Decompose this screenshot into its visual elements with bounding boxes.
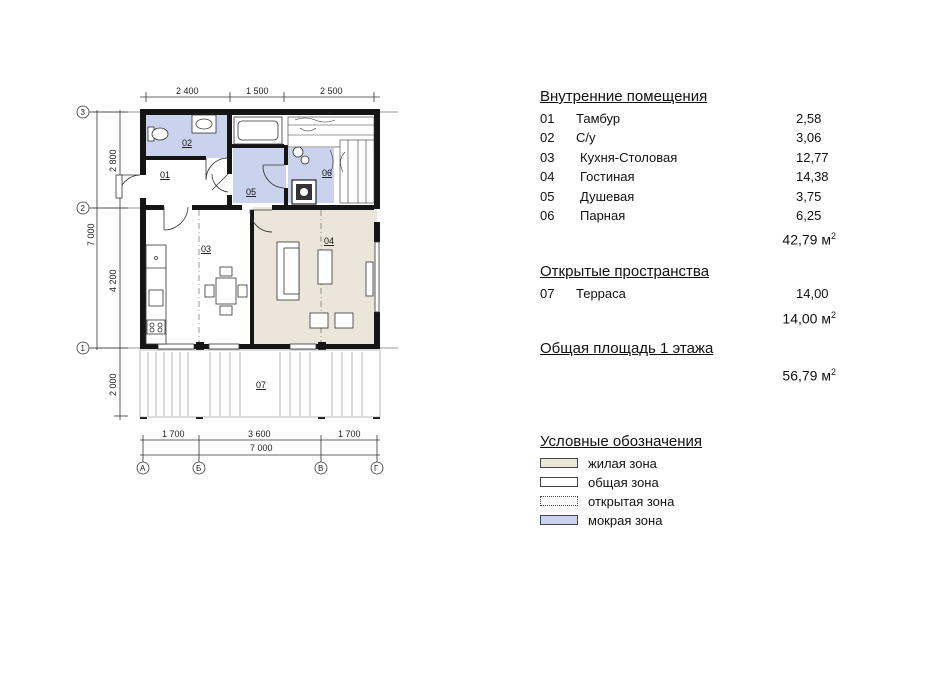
legend-swatch-wet [540, 515, 578, 525]
svg-text:2: 2 [80, 204, 85, 213]
open-spaces-title: Открытые пространства [540, 263, 710, 281]
room-label-03: 03 [201, 244, 212, 254]
washbasin-icon [192, 115, 216, 133]
interior-title: Внутренние помещения [540, 88, 708, 105]
legend-item: мокрая зона [540, 511, 850, 530]
left-dim-1: 2 800 [108, 149, 118, 172]
kitchen-counter [146, 245, 166, 344]
bottom-dim-3: 1 700 [338, 429, 361, 439]
legend [540, 454, 850, 530]
svg-text:А: А [140, 464, 146, 473]
zone-shower-05 [233, 148, 286, 203]
axis-marker-b [193, 462, 205, 474]
room-label-04: 04 [324, 236, 335, 246]
floor-plan [0, 0, 470, 490]
list-item: 02 С/у 3,06 [540, 130, 822, 146]
legend-item: общая зона [540, 473, 850, 492]
bottom-total-dim: 7 000 [250, 443, 273, 453]
legend-swatch-living [540, 458, 578, 468]
sauna-stove-icon [292, 180, 316, 204]
top-dim-3: 2 500 [320, 86, 343, 96]
top-dim-2: 1 500 [246, 86, 269, 96]
left-dim-2: 4 200 [108, 269, 118, 292]
list-item: 04 Гостиная 14,38 [540, 169, 829, 185]
room-label-01: 01 [160, 170, 171, 180]
svg-text:В: В [318, 464, 324, 473]
left-total-dim: 7 000 [86, 223, 96, 246]
svg-text:Г: Г [374, 464, 379, 473]
axis-marker-g [371, 462, 383, 474]
room-label-05: 05 [246, 187, 257, 197]
legend-item: жилая зона [540, 454, 850, 473]
svg-text:1: 1 [80, 344, 85, 353]
toilet-icon [148, 127, 168, 141]
interior-list [540, 109, 850, 225]
list-item: 03 Кухня-Столовая 12,77 [540, 149, 829, 165]
top-dim-1: 2 400 [176, 86, 199, 96]
overall-title: Общая площадь 1 этажа [540, 339, 714, 357]
coffee-table-icon [318, 250, 332, 284]
list-item: 06 Парная 6,25 [540, 207, 822, 223]
tv-icon [366, 262, 373, 296]
axis-marker-2 [77, 202, 140, 214]
list-item: 01 Тамбур 2,58 [540, 111, 822, 126]
list-item: 05 Душевая 3,75 [540, 188, 822, 204]
bathtub-icon [234, 117, 282, 144]
interior-total: 42,79 $м^2$ [782, 231, 836, 248]
left-dim-3: 2 000 [108, 373, 118, 396]
bottom-dim-2: 3 600 [248, 429, 271, 439]
legend-title: Условные обозначения [540, 432, 703, 450]
axis-marker-v [315, 462, 327, 474]
sofa-icon [277, 242, 299, 300]
open-total: 14,00 $м^2$ [782, 309, 836, 327]
list-item: 07 Терраса 14,00 [540, 286, 829, 302]
axis-marker-3 [77, 106, 140, 118]
legend-item: открытая зона [540, 492, 850, 511]
area-info-panel [540, 88, 850, 530]
bottom-dim-1: 1 700 [162, 429, 185, 439]
axis-marker-a [137, 462, 149, 474]
legend-swatch-open [540, 496, 578, 506]
room-label-06: 06 [322, 168, 333, 178]
overall-total: 56,79 $м^2$ [782, 366, 836, 384]
room-label-02: 02 [182, 138, 193, 148]
svg-text:3: 3 [80, 108, 85, 117]
dining-table-icon [205, 267, 247, 315]
svg-text:Б: Б [196, 464, 202, 473]
axis-marker-1 [77, 342, 140, 354]
legend-swatch-common [540, 477, 578, 487]
room-label-07: 07 [256, 380, 267, 390]
